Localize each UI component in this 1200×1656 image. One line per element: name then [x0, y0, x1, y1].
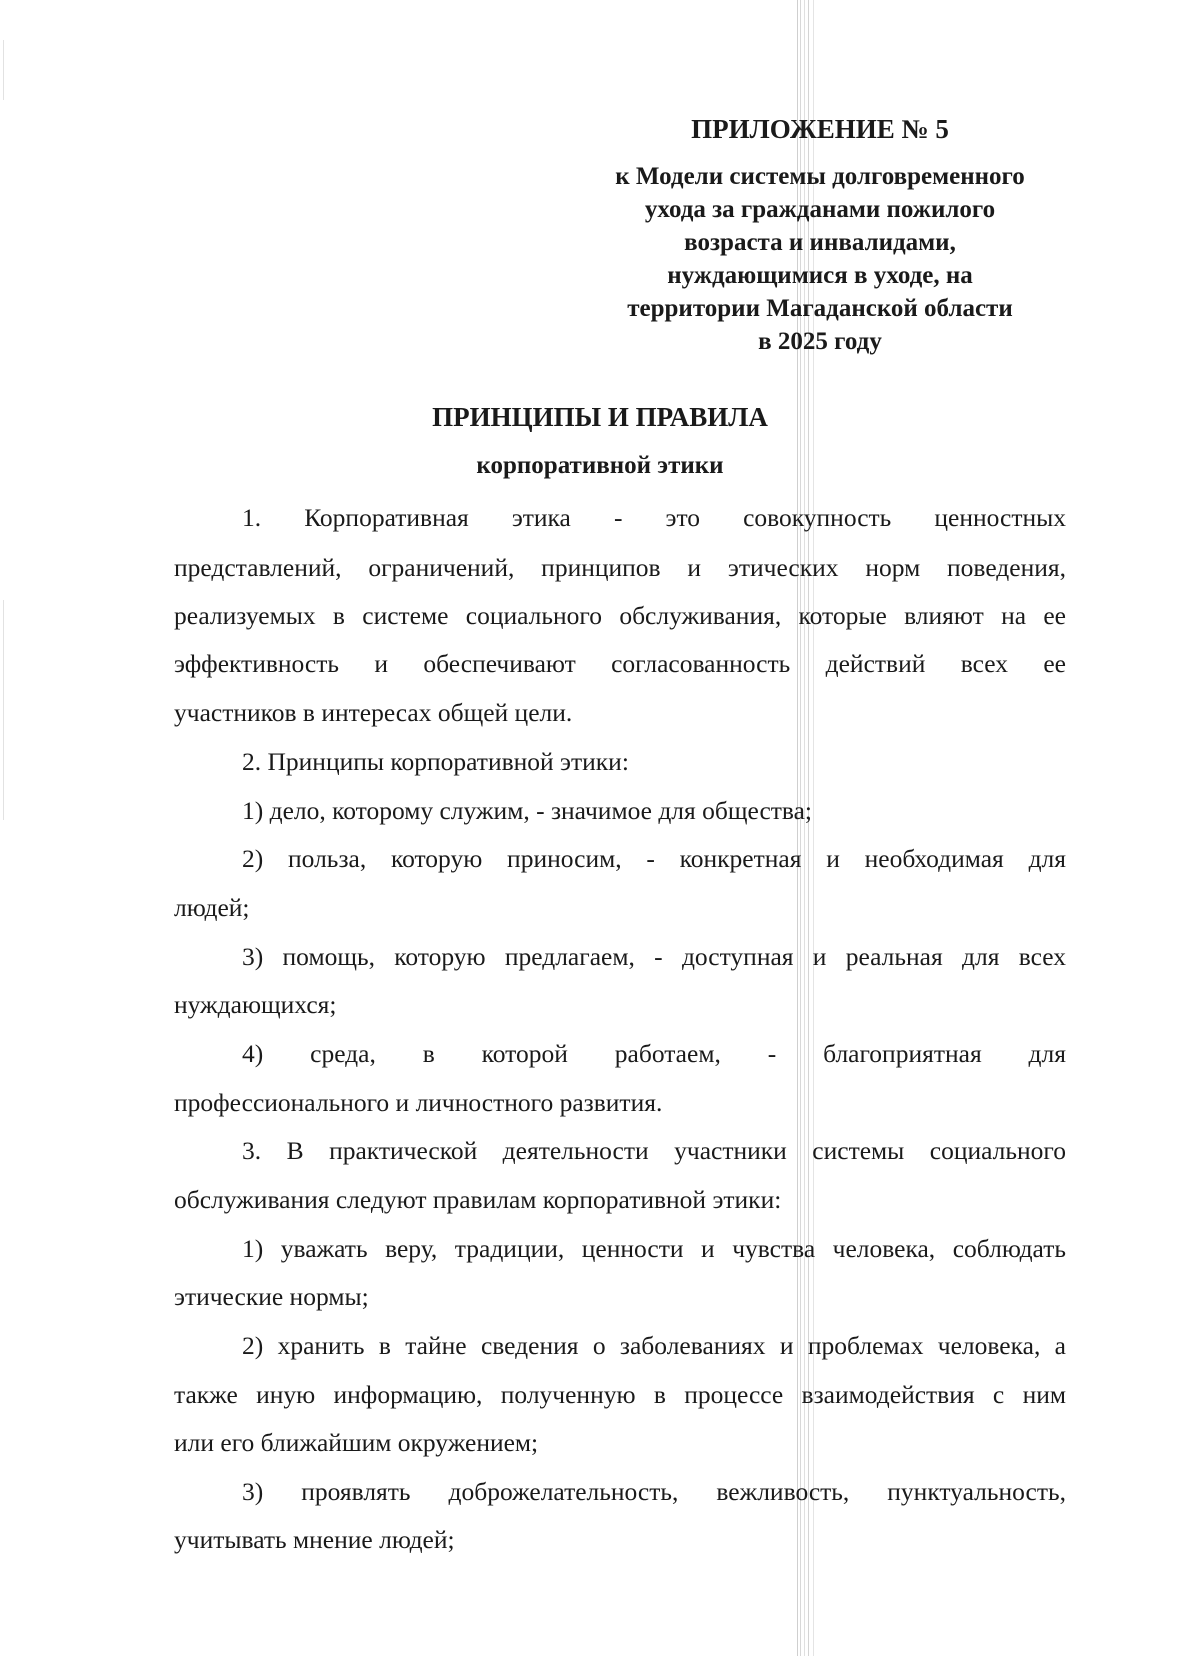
- body-line: нуждающихся;: [174, 990, 337, 1019]
- appendix-line: нуждающимися в уходе, на: [667, 262, 973, 289]
- body-line: 1) дело, которому служим, - значимое для общества;: [242, 796, 813, 825]
- document-subtitle: корпоративной этики: [476, 452, 724, 479]
- body-line: 1. Корпоративная этика - это совокупность ценностных: [242, 503, 1066, 532]
- scan-edge-mark: [3, 600, 4, 820]
- body-line: представлений, ограничений, принципов и этических норм поведения,: [174, 553, 1066, 582]
- appendix-line: территории Магаданской области: [627, 295, 1013, 322]
- body-line: 2) хранить в тайне сведения о заболеваниях и проблемах человека, а: [242, 1331, 1066, 1360]
- appendix-line: возраста и инвалидами,: [684, 229, 956, 256]
- body-line: 1) уважать веру, традиции, ценности и чувства человека, соблюдать: [242, 1234, 1066, 1263]
- body-line: также иную информацию, полученную в процессе взаимодействия с ним: [174, 1380, 1066, 1409]
- body-line: 3) помощь, которую предлагаем, - доступная и реальная для всех: [242, 942, 1066, 971]
- scan-edge-mark: [3, 40, 4, 100]
- appendix-title: ПРИЛОЖЕНИЕ № 5: [691, 114, 949, 144]
- appendix-reference: [560, 160, 1080, 358]
- body-line: эффективность и обеспечивают согласованность действий всех ее: [174, 649, 1066, 678]
- appendix-line: в 2025 году: [758, 328, 882, 355]
- document-title: ПРИНЦИПЫ И ПРАВИЛА: [432, 402, 768, 432]
- body-line: 3) проявлять доброжелательность, вежливость, пунктуальность,: [242, 1477, 1066, 1506]
- appendix-line: ухода за гражданами пожилого: [644, 196, 996, 223]
- body-line: 2) польза, которую приносим, - конкретная и необходимая для: [242, 844, 1066, 873]
- body-line: или его ближайшим окружением;: [174, 1428, 539, 1457]
- body-line: обслуживания следуют правилам корпоративной этики:: [174, 1185, 782, 1214]
- body-line: 3. В практической деятельности участники системы социального: [242, 1136, 1066, 1165]
- appendix-line: к Модели системы долговременного: [615, 163, 1025, 190]
- body-line: участников в интересах общей цели.: [174, 698, 573, 727]
- body-line: людей;: [174, 893, 250, 922]
- body-line: реализуемых в системе социального обслуживания, которые влияют на ее: [174, 601, 1066, 630]
- body-line: 2. Принципы корпоративной этики:: [242, 747, 629, 776]
- body-line: 4) среда, в которой работаем, - благоприятная для: [242, 1039, 1066, 1068]
- body-line: этические нормы;: [174, 1282, 369, 1311]
- body-line: учитывать мнение людей;: [174, 1525, 455, 1554]
- body-line: профессионального и личностного развития.: [174, 1088, 663, 1117]
